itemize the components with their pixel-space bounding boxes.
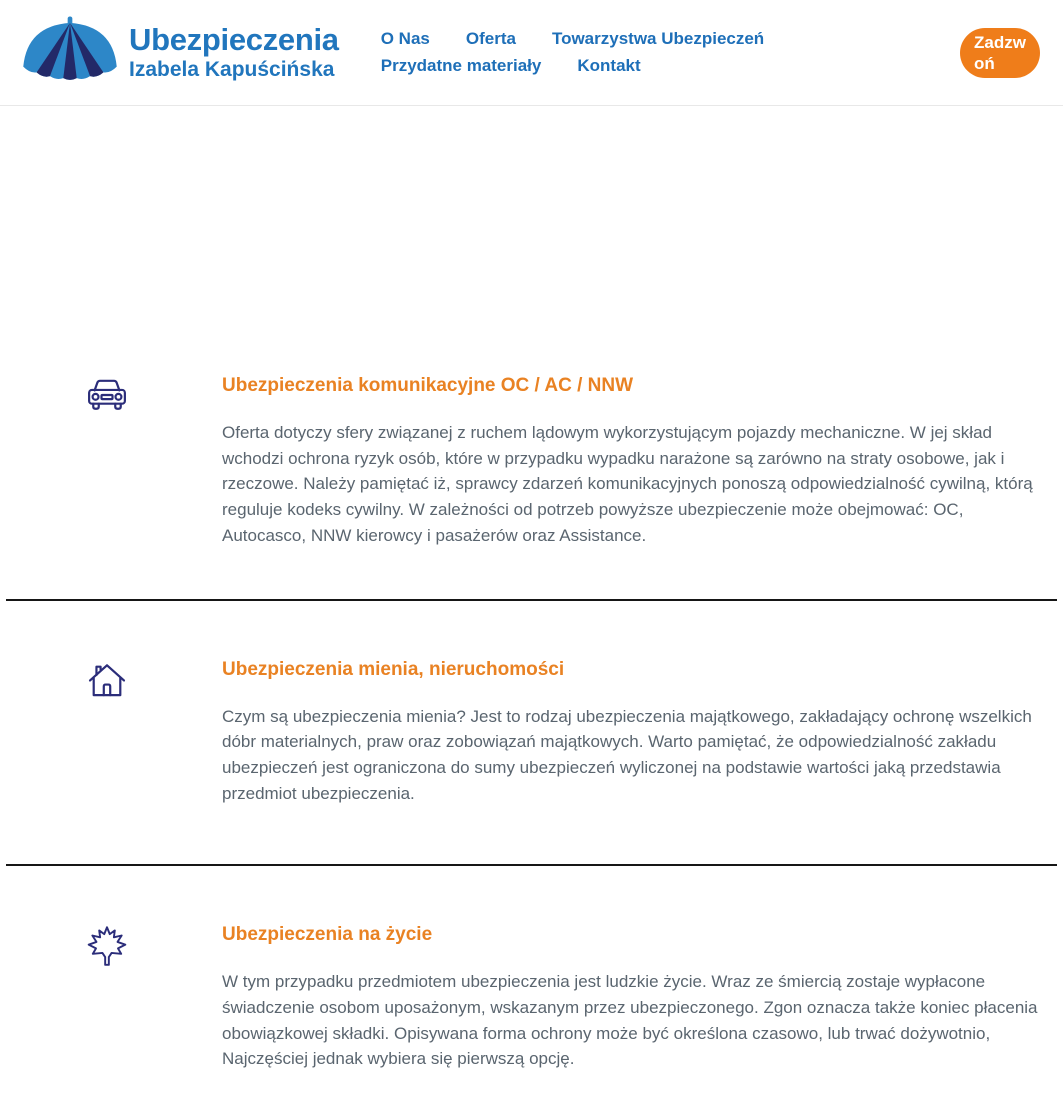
services-section (0, 106, 1063, 1120)
service-title: Ubezpieczenia mienia, nieruchomości (222, 658, 565, 680)
nav-link-oferta[interactable]: Oferta (465, 29, 516, 48)
brand-logo-link[interactable] (20, 16, 339, 90)
service-description: W tym przypadku przedmiotem ubezpieczenia jest ludzkie życie. Wraz ze śmiercią zostaje wypłacone świadczenie osobom uposażonym, wskazanym przez ubezpieczonego. Zgon oznacza także koniec płacenia obowiązkowej składki. Opisywana forma ochrony może być określona czasowo, lub trwać dożywotnio, Najczęściej jednak wybiera się pierwszą opcję. (222, 972, 1038, 1069)
service-title: Ubezpieczenia komunikacyjne OC / AC / NNW (222, 375, 634, 396)
service-description: Oferta dotyczy sfery związanej z ruchem lądowym wykorzystującym pojazdy mechaniczne. W jej skład wchodzi ochrona ryzyk osób, które w przypadku wypadku narażone są zarówno na straty osobowe, jak i rzeczowe. Należy pamiętać iż, sprawcy zdarzeń komunikacyjnych ponoszą odpowiedzialność cywilną, którą reguluje kodeks cywilny. W zależności od potrzeb powyższe ubezpieczenie może obejmować: OC, Autocasco, NNW kierowcy i pasażerów oraz Assistance. (222, 423, 1033, 545)
house-icon (85, 658, 129, 807)
brand-subtitle: Izabela Kapuścińska (129, 57, 335, 81)
service-row-na-zycie (0, 866, 1063, 1120)
site-header (0, 0, 1063, 106)
service-row-mienia (0, 601, 1063, 865)
brand-title: Ubezpieczenia (129, 21, 339, 57)
main-nav (381, 26, 783, 79)
service-title: Ubezpieczenia na życie (222, 924, 433, 946)
service-row-komunikacyjne (0, 374, 1063, 599)
umbrella-logo-icon (20, 16, 120, 90)
nav-link-przydatne-materialy[interactable]: Przydatne materiały (380, 56, 542, 75)
nav-link-kontakt[interactable]: Kontakt (577, 56, 641, 75)
nav-link-o-nas[interactable]: O Nas (380, 29, 430, 48)
nav-link-towarzystwa[interactable]: Towarzystwa Ubezpieczeń (551, 29, 765, 48)
service-description: Czym są ubezpieczenia mienia? Jest to rodzaj ubezpieczenia majątkowego, zakładający ochronę wszelkich dóbr materialnych, praw oraz zobowiązań majątkowych. Warto pamiętać, że odpowiedzialność zakładu ubezpieczeń jest ograniczona do sumy ubezpieczeń wyliczonej na podstawie wartości jaką przedstawia przedmiot ubezpieczenia. (222, 706, 1032, 803)
maple-leaf-icon (85, 923, 129, 1072)
call-button[interactable]: Zadzwoń (960, 28, 1040, 78)
car-icon (85, 374, 129, 549)
empty-hero-space (0, 106, 1063, 374)
